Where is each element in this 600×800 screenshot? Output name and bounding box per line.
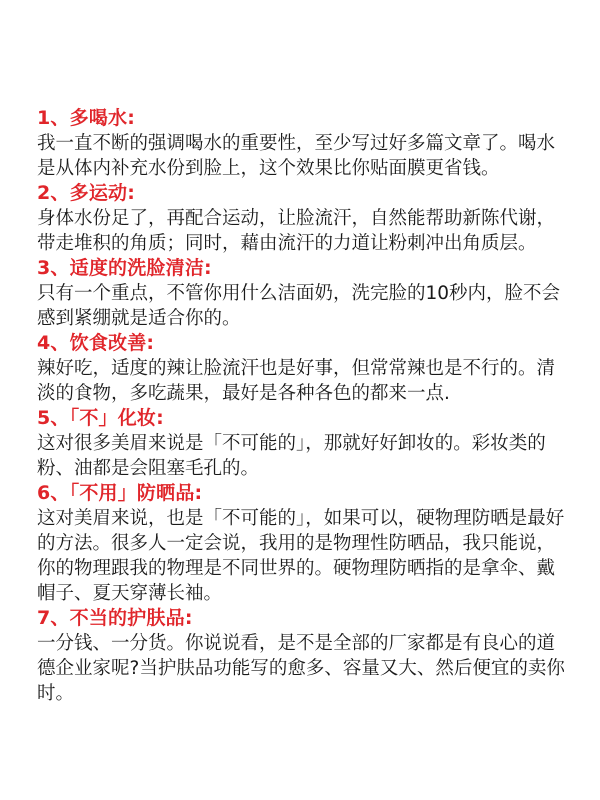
tip-item-5 xyxy=(37,406,573,481)
tip-body-7: 一分钱、一分货。你说说看，是不是全部的厂家都是有良心的道德企业家呢?当护肤品功能写的愈多、容量又大、然后便宜的卖你时。 xyxy=(37,633,565,704)
tip-item-2 xyxy=(37,181,573,256)
tip-heading-2: 2、多运动: xyxy=(37,182,136,204)
tip-item-7 xyxy=(37,606,573,706)
tip-body-4: 辣好吃，适度的辣让脸流汗也是好事，但常常辣也是不行的。清淡的食物，多吃蔬果，最好是各种各色的都来一点. xyxy=(37,358,556,404)
tips-list xyxy=(37,106,573,706)
tip-heading-7: 7、不当的护肤品: xyxy=(37,607,193,629)
tip-item-1 xyxy=(37,106,573,181)
tip-body-1: 我一直不断的强调喝水的重要性，至少写过好多篇文章了。喝水是从体内补充水份到脸上，这个效果比你贴面膜更省钱。 xyxy=(37,133,556,179)
tip-heading-1: 1、多喝水: xyxy=(37,107,136,129)
tip-heading-4: 4、饮食改善: xyxy=(37,332,155,354)
tip-body-3: 只有一个重点，不管你用什么洁面奶，洗完脸的10秒内，脸不会感到紧绷就是适合你的。 xyxy=(37,283,561,329)
tip-body-6: 这对美眉来说，也是「不可能的」，如果可以，硬物理防晒是最好的方法。很多人一定会说，我用的是物理性防晒品，我只能说，你的物理跟我的物理是不同世界的。硬物理防晒指的是拿伞、戴帽子、夏天穿薄长袖。 xyxy=(37,508,565,604)
tip-heading-5: 5、「不」化妆: xyxy=(37,407,164,429)
tip-heading-6: 6、「不用」防晒品: xyxy=(37,482,203,504)
tip-item-6 xyxy=(37,481,573,606)
tip-item-4 xyxy=(37,331,573,406)
tip-body-5: 这对很多美眉来说是「不可能的」，那就好好卸妆的。彩妆类的粉、油都是会阻塞毛孔的。 xyxy=(37,433,546,479)
tip-body-2: 身体水份足了，再配合运动，让脸流汗，自然能帮助新陈代谢，带走堆积的角质；同时，藉由流汗的力道让粉刺冲出角质层。 xyxy=(37,208,556,254)
tip-item-3 xyxy=(37,256,573,331)
tip-heading-3: 3、适度的洗脸清洁: xyxy=(37,257,212,279)
